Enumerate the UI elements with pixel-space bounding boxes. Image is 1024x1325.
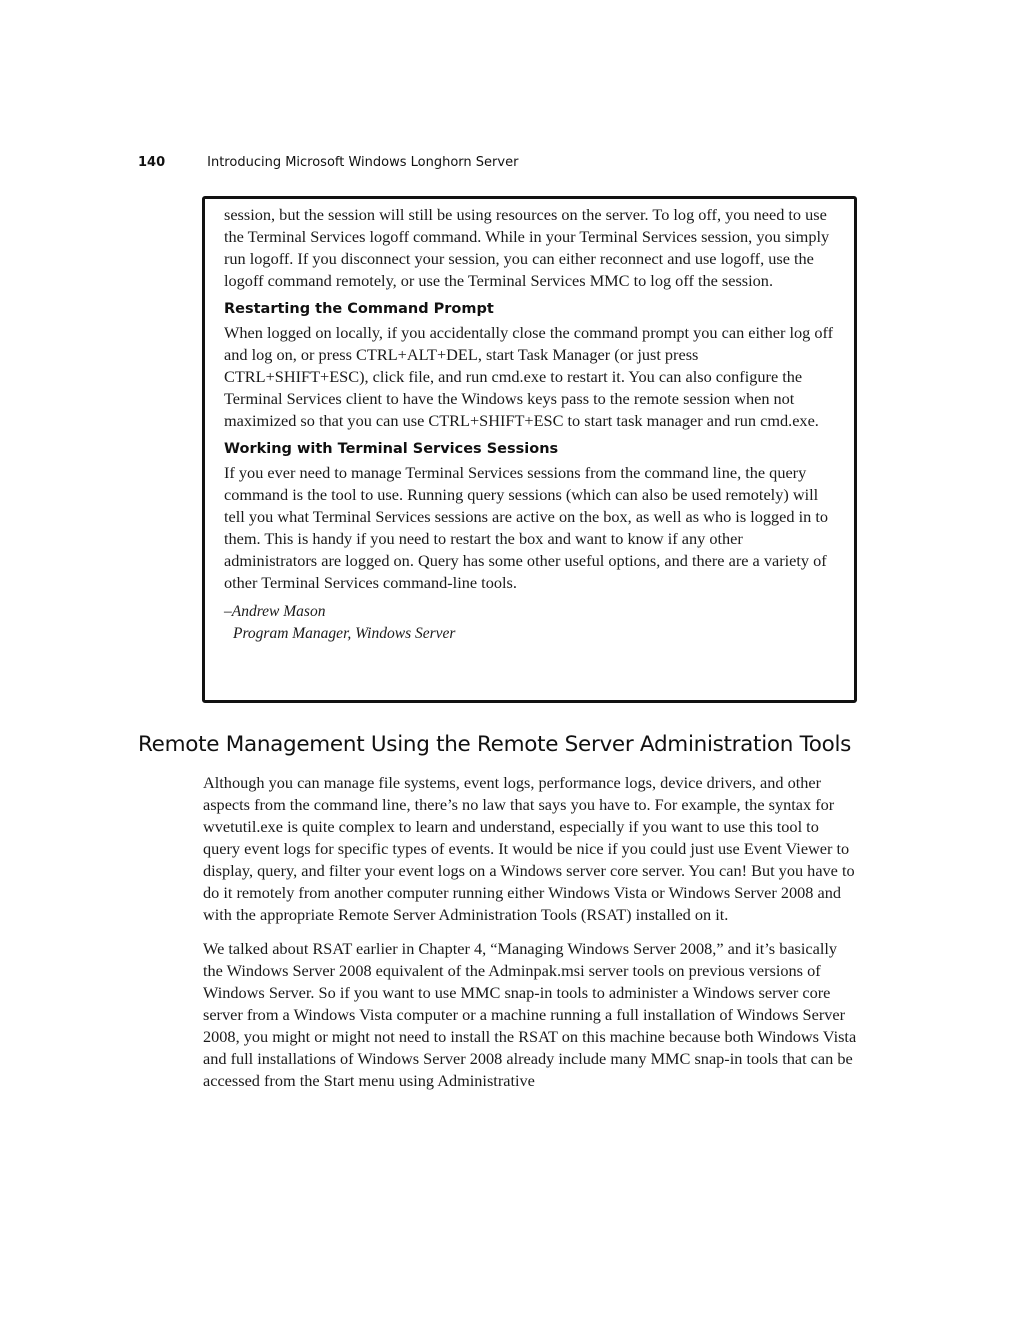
body-paragraph: Although you can manage file systems, event logs, performance logs, device drivers, and other aspects from the command line, there’s no law that says you have to. For example, the syntax for wvetutil.exe is quite complex to learn and understand, especially if you want to use this tool to query event logs for specific types of events. It would be nice if you could just use Event Viewer to display, query, and filter your event logs on a Windows server core server. You can! But you have to do it remotely from another computer running either Windows Vista or Windows Server 2008 and with the appropriate Remote Server Administration Tools (RSAT) installed on it. [203,773,855,924]
sidebar-paragraph-restarting-command-prompt: When logged on locally, if you accidentally close the command prompt you can either log off and log on, or press CTRL+ALT+DEL, start Task Manager (or just press CTRL+SHIFT+ESC), click file, and run cmd.exe to restart it. You can also configure the Terminal Services client to have the Windows keys pass to the remote session when not maximized so that you can use CTRL+SHIFT+ESC to start task manager and run cmd.exe. [224,323,834,430]
sidebar-content [205,199,854,645]
section-body [203,772,858,1104]
sidebar-attribution [224,601,834,645]
attribution-title: Program Manager, Windows Server [233,625,456,642]
running-head [138,155,518,170]
attribution-author: –Andrew Mason [224,603,326,620]
sidebar-heading-terminal-services-sessions: Working with Terminal Services Sessions [224,441,559,457]
sidebar-box [202,196,857,703]
body-paragraph: We talked about RSAT earlier in Chapter 4, “Managing Windows Server 2008,” and it’s basically the Windows Server 2008 equivalent of the Adminpak.msi server tools on previous versions of Windows Server. So if you want to use MMC snap-in tools to administer a Windows server core server from a Windows Vista computer or a machine running a full installation of Windows Server 2008, you might or might not need to install the RSAT on this machine because both Windows Vista and full installations of Windows Server 2008 already include many MMC snap-in tools that can be accessed from the Start menu using Administrative [203,939,857,1090]
page-number: 140 [138,155,166,170]
sidebar-paragraph-terminal-services-sessions: If you ever need to manage Terminal Services sessions from the command line, the query command is the tool to use. Running query sessions (which can also be used remotely) will tell you what Terminal Services sessions are active on the box, as well as who is logged in to them. This is handy if you need to restart the box and want to know if any other administrators are logged on. Query has some other useful options, and there are a variety of other Terminal Services command-line tools. [224,463,829,592]
sidebar-intro-paragraph: session, but the session will still be using resources on the server. To log off, you need to use the Terminal Services logoff command. While in your Terminal Services session, you simply run logoff. If you disconnect your session, you can either reconnect and use logoff, use the logoff command remotely, or use the Terminal Services MMC to log off the session. [224,205,830,290]
book-title: Introducing Microsoft Windows Longhorn Server [207,155,519,170]
sidebar-heading-restarting-command-prompt: Restarting the Command Prompt [224,301,494,317]
section-heading: Remote Management Using the Remote Server Administration Tools [138,732,852,757]
